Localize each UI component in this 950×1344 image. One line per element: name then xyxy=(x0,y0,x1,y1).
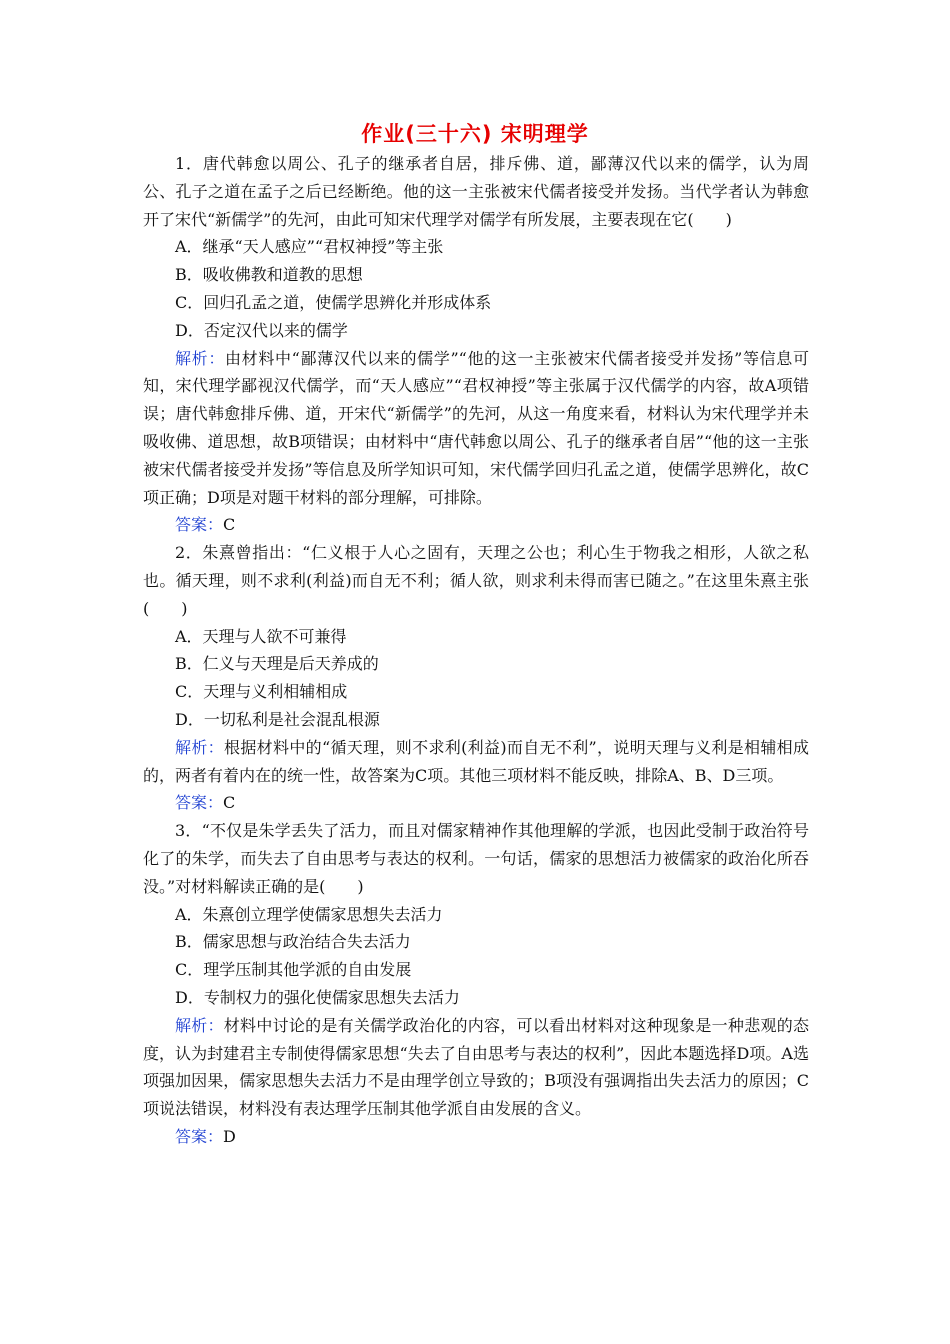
question-2 xyxy=(143,539,809,817)
option-c: C．理学压制其他学派的自由发展 xyxy=(175,960,412,980)
analysis-label: 解析： xyxy=(175,348,225,368)
option-a: A．朱熹创立理学使儒家思想失去活力 xyxy=(175,904,443,924)
analysis xyxy=(143,1012,809,1123)
analysis-text: 根据材料中的“循天理，则不求利(利益)而自无不利”，说明天理与义利是相辅相成的，两者有着内在的统一性，故答案为C项。其他三项材料不能反映，排除A、B、D三项。 xyxy=(143,737,809,785)
answer xyxy=(143,511,809,539)
answer-value: D xyxy=(223,1126,236,1146)
answer-value: C xyxy=(223,515,236,535)
answer-label: 答案： xyxy=(175,793,224,813)
option-d: D．否定汉代以来的儒学 xyxy=(175,320,348,340)
question-1 xyxy=(143,150,809,539)
analysis-label: 解析： xyxy=(175,737,224,757)
question-stem: 3．“不仅是朱学丢失了活力，而且对儒家精神作其他理解的学派，也因此受制于政治符号化了的朱学，而失去了自由思考与表达的权利。一句话，儒家的思想活力被儒家的政治化所吞没。”对材料解读正确的是( ) xyxy=(143,821,809,896)
question-stem: 2．朱熹曾指出：“仁义根于人心之固有，天理之公也；利心生于物我之相形，人欲之私也。循天理，则不求利(利益)而自无不利；循人欲，则求利未得而害已随之。”在这里朱熹主张( ) xyxy=(143,543,809,618)
option-d: D．专制权力的强化使儒家思想失去活力 xyxy=(175,987,460,1007)
analysis-label: 解析： xyxy=(175,1015,224,1035)
analysis xyxy=(143,734,809,790)
option-b: B．吸收佛教和道教的思想 xyxy=(175,265,363,285)
answer xyxy=(143,789,809,817)
option-a: A．继承“天人感应”“君权神授”等主张 xyxy=(175,237,444,257)
option-b: B．仁义与天理是后天养成的 xyxy=(175,654,379,674)
option-a: A．天理与人欲不可兼得 xyxy=(175,626,347,646)
option-c: C．天理与义利相辅相成 xyxy=(175,682,348,702)
answer-value: C xyxy=(223,793,236,813)
option-c: C．回归孔孟之道，使儒学思辨化并形成体系 xyxy=(175,292,492,312)
analysis-text: 由材料中“鄙薄汉代以来的儒学”“他的这一主张被宋代儒者接受并发扬”等信息可知，宋代理学鄙视汉代儒学，而“天人感应”“君权神授”等主张属于汉代儒学的内容，故A项错误；唐代韩愈排斥佛、道，开宋代“新儒学”的先河，从这一角度来看，材料认为宋代理学并未吸收佛、道思想，故B项错误；由材料中“唐代韩愈以周公、孔子的继承者自居”“他的这一主张被宋代儒者接受并发扬”等信息及所学知识可知，宋代儒学回归孔孟之道，使儒学思辨化，故C项正确；D项是对题干材料的部分理解，可排除。 xyxy=(143,348,809,507)
answer-label: 答案： xyxy=(175,1126,224,1146)
answer xyxy=(143,1123,809,1151)
page-title: 作业(三十六) 宋明理学 xyxy=(361,122,589,146)
answer-label: 答案： xyxy=(175,515,224,535)
question-list xyxy=(143,150,809,1151)
analysis xyxy=(143,345,809,512)
option-b: B．儒家思想与政治结合失去活力 xyxy=(175,932,411,952)
question-3 xyxy=(143,817,809,1151)
option-d: D．一切私利是社会混乱根源 xyxy=(175,709,380,729)
question-stem: 1．唐代韩愈以周公、孔子的继承者自居，排斥佛、道，鄙薄汉代以来的儒学，认为周公、孔子之道在孟子之后已经断绝。他的这一主张被宋代儒者接受并发扬。当代学者认为韩愈开了宋代“新儒学”的先河，由此可知宋代理学对儒学有所发展，主要表现在它( ) xyxy=(143,154,809,229)
analysis-text: 材料中讨论的是有关儒学政治化的内容，可以看出材料对这种现象是一种悲观的态度，认为封建君主专制使得儒家思想“失去了自由思考与表达的权利”，因此本题选择D项。A选项强加因果，儒家思想失去活力不是由理学创立导致的；B项没有强调指出失去活力的原因；C项说法错误，材料没有表达理学压制其他学派自由发展的含义。 xyxy=(143,1015,809,1119)
